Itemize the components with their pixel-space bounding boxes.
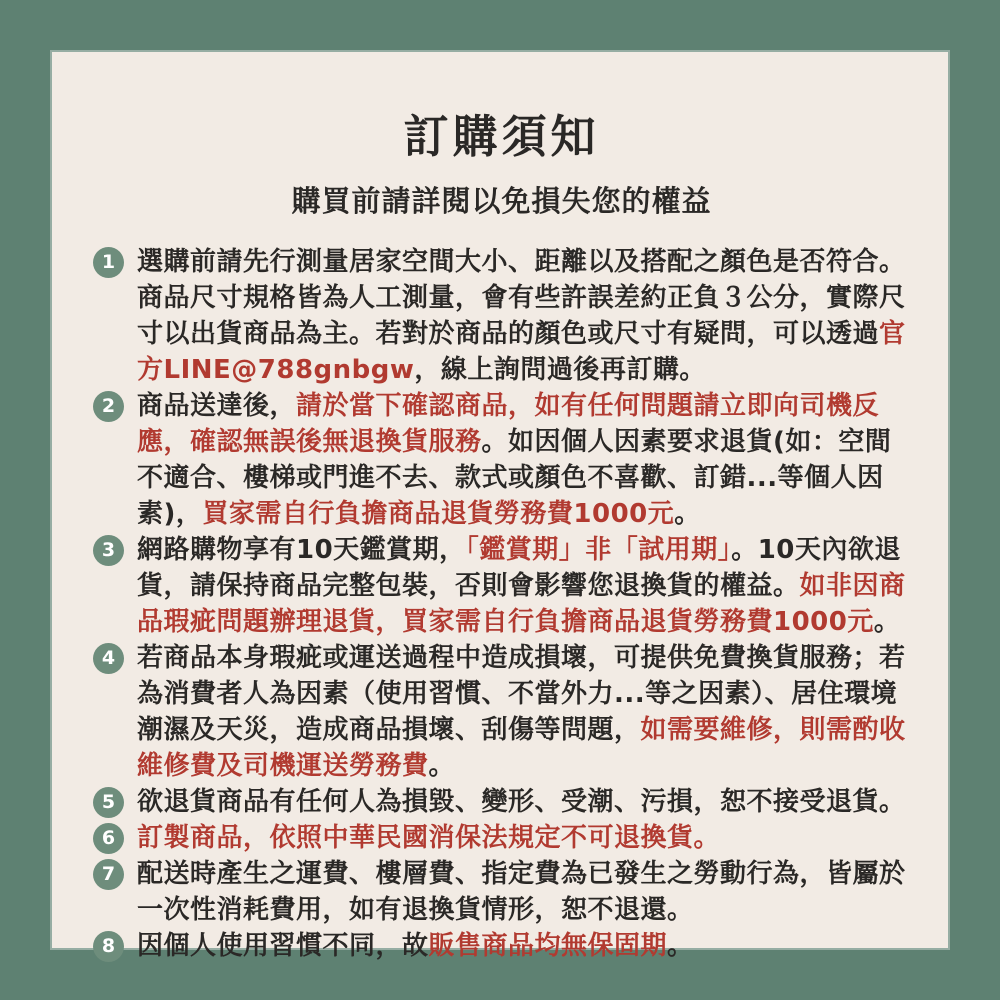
item-text bbox=[137, 856, 910, 928]
item-text-segment: 若商品本身瑕疵或運送過程中造成損壞，可提供免費換貨服務；若為消費者人為因素（使用習慣、不當外力...等之因素）、居住環境潮濕及天災，造成商品損壞、刮傷等問題， bbox=[137, 643, 906, 745]
item-text-segment: 配送時產生之運費、樓層費、指定費為已發生之勞動行為，皆屬於一次性消耗費用，如有退換貨情形，恕不退還。 bbox=[137, 859, 906, 925]
notice-item-2 bbox=[93, 388, 910, 532]
page-subtitle: 購買前請詳閱以免損失您的權益 bbox=[291, 184, 712, 218]
notice-item-6 bbox=[93, 820, 910, 856]
item-number-badge: 7 bbox=[93, 859, 124, 890]
item-text-segment: 請於當下確認商品，如有任何問題請立即向司機反應，確認無誤後無退換貨服務 bbox=[137, 391, 880, 457]
notice-item-8 bbox=[93, 928, 910, 964]
item-number-badge: 3 bbox=[93, 535, 124, 566]
notice-card bbox=[52, 52, 948, 961]
item-text-segment: 因個人使用習慣不同，故 bbox=[137, 931, 429, 961]
item-text-segment: ，線上詢問過後再訂購。 bbox=[414, 355, 706, 385]
notice-item-5 bbox=[93, 784, 910, 820]
item-text-segment: 官方LINE@788gnbgw bbox=[137, 319, 906, 385]
item-text bbox=[137, 640, 910, 784]
item-text-segment: 選購前請先行測量居家空間大小、距離以及搭配之顏色是否符合。商品尺寸規格皆為人工測量，會有些許誤差約正負３公分，實際尺寸以出貨商品為主。若對於商品的顏色或尺寸有疑問，可以透過 bbox=[137, 247, 906, 349]
item-text-segment: 商品送達後， bbox=[137, 391, 297, 421]
item-text-segment: 買家需自行負擔商品退貨勞務費1000元 bbox=[202, 499, 675, 529]
notice-item-4 bbox=[93, 640, 910, 784]
item-text-segment: 如非因商品瑕疵問題辦理退貨，買家需自行負擔商品退貨勞務費1000元 bbox=[137, 571, 906, 637]
item-text-segment: 欲退貨商品有任何人為損毀、變形、受潮、污損，恕不接受退貨。 bbox=[137, 787, 906, 817]
item-text-segment: 如需要維修，則需酌收維修費及司機運送勞務費 bbox=[137, 715, 906, 781]
notice-item-1 bbox=[93, 244, 910, 388]
item-text bbox=[137, 244, 910, 388]
notice-item-3 bbox=[93, 532, 910, 640]
item-number-badge: 1 bbox=[93, 247, 124, 278]
item-number-badge: 8 bbox=[93, 931, 124, 962]
item-number-badge: 2 bbox=[93, 391, 124, 422]
page-title: 訂購須知 bbox=[403, 110, 600, 163]
item-text-segment: 。 bbox=[428, 751, 456, 781]
notice-item-7 bbox=[93, 856, 910, 928]
item-text-segment: 。 bbox=[667, 931, 694, 961]
item-number-badge: 5 bbox=[93, 787, 124, 818]
item-number-badge: 4 bbox=[93, 643, 124, 674]
notice-list bbox=[93, 244, 910, 964]
item-text-segment: 網路購物享有10天鑑賞期， bbox=[137, 535, 466, 565]
item-text-segment: 。 bbox=[873, 607, 901, 637]
item-text bbox=[137, 928, 694, 964]
item-text-segment: 販售商品均無保固期 bbox=[428, 931, 668, 961]
item-text-segment: 「鑑賞期」非「試用期」 bbox=[465, 535, 732, 565]
item-text bbox=[137, 388, 910, 532]
item-text bbox=[137, 532, 910, 640]
item-number-badge: 6 bbox=[93, 823, 124, 854]
item-text-segment: 訂製商品，依照中華民國消保法規定不可退換貨。 bbox=[137, 823, 721, 853]
item-text-segment: 。 bbox=[674, 499, 701, 529]
item-text bbox=[137, 784, 906, 820]
item-text-segment: 。如因個人因素要求退貨(如：空間不適合、樓梯或門進不去、款式或顏色不喜歡、訂錯...等個人因素)， bbox=[137, 427, 892, 529]
item-text bbox=[137, 820, 720, 856]
item-text-segment: 。10天內欲退貨，請保持商品完整包裝，否則會影響您退換貨的權益。 bbox=[137, 535, 901, 601]
